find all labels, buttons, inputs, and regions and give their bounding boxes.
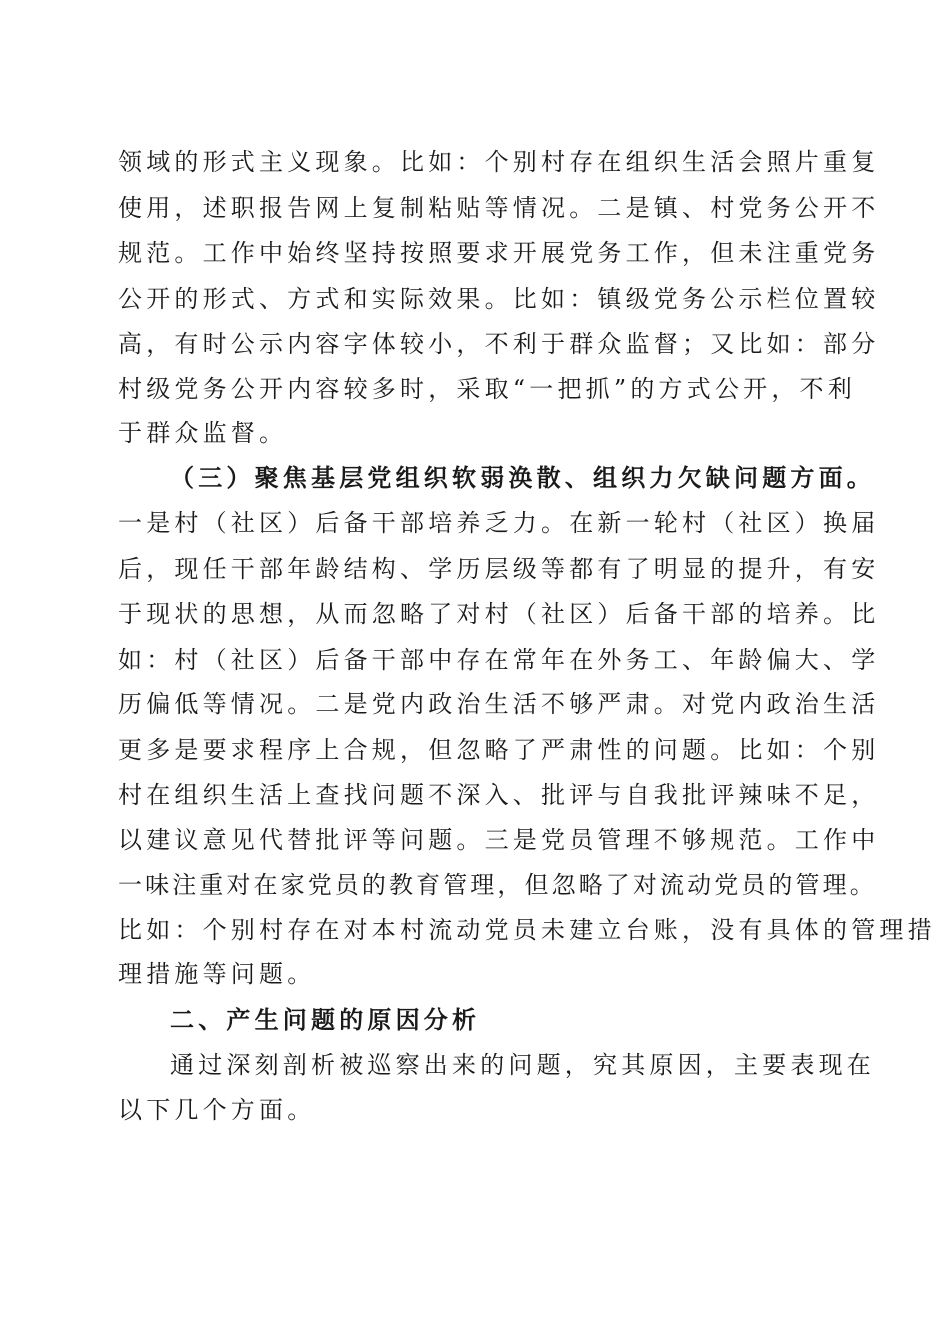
paragraph-line: 一是村（社区）后备干部培养乏力。在新一轮村（社区）换届 [118,509,880,537]
paragraph-line: 于群众监督。 [118,419,288,447]
paragraph-line: 高，有时公示内容字体较小，不利于群众监督；又比如：部分 [118,330,880,358]
section-heading-three: （三）聚焦基层党组织软弱涣散、组织力欠缺问题方面。 [170,464,875,492]
paragraph-line: 通过深刻剖析被巡察出来的问题，究其原因，主要表现在 [170,1051,875,1079]
paragraph-line: 村级党务公开内容较多时，采取“一把抓”的方式公开，不利 [118,375,856,403]
section-heading-two: 二、产生问题的原因分析 [170,1006,481,1034]
paragraph-line: 后，现任干部年龄结构、学历层级等都有了明显的提升，有安 [118,555,880,583]
paragraph-line: 规范。工作中始终坚持按照要求开展党务工作，但未注重党务 [118,239,880,267]
paragraph-line: 使用，述职报告网上复制粘贴等情况。二是镇、村党务公开不 [118,194,880,222]
paragraph-line: 以建议意见代替批评等问题。三是党员管理不够规范。工作中 [118,826,880,854]
paragraph-line: 于现状的思想，从而忽略了对村（社区）后备干部的培养。比 [118,600,880,628]
paragraph-line: 一味注重对在家党员的教育管理，但忽略了对流动党员的管理。 [118,871,877,899]
paragraph-line: 以下几个方面。 [118,1096,316,1124]
paragraph-line: 更多是要求程序上合规，但忽略了严肃性的问题。比如：个别 [118,736,880,764]
paragraph-line: 领域的形式主义现象。比如：个别村存在组织生活会照片重复 [118,148,880,176]
paragraph-line: 村在组织生活上查找问题不深入、批评与自我批评辣味不足， [118,781,880,809]
paragraph-line: 公开的形式、方式和实际效果。比如：镇级党务公示栏位置较 [118,285,880,313]
paragraph-line: 如：村（社区）后备干部中存在常年在外务工、年龄偏大、学 [118,646,880,674]
paragraph-line: 理措施等问题。 [118,960,316,988]
paragraph-line: 历偏低等情况。二是党内政治生活不够严肃。对党内政治生活 [118,690,880,718]
paragraph-line: 比如：个别村存在对本村流动党员未建立台账，没有具体的管理措 [118,916,936,944]
